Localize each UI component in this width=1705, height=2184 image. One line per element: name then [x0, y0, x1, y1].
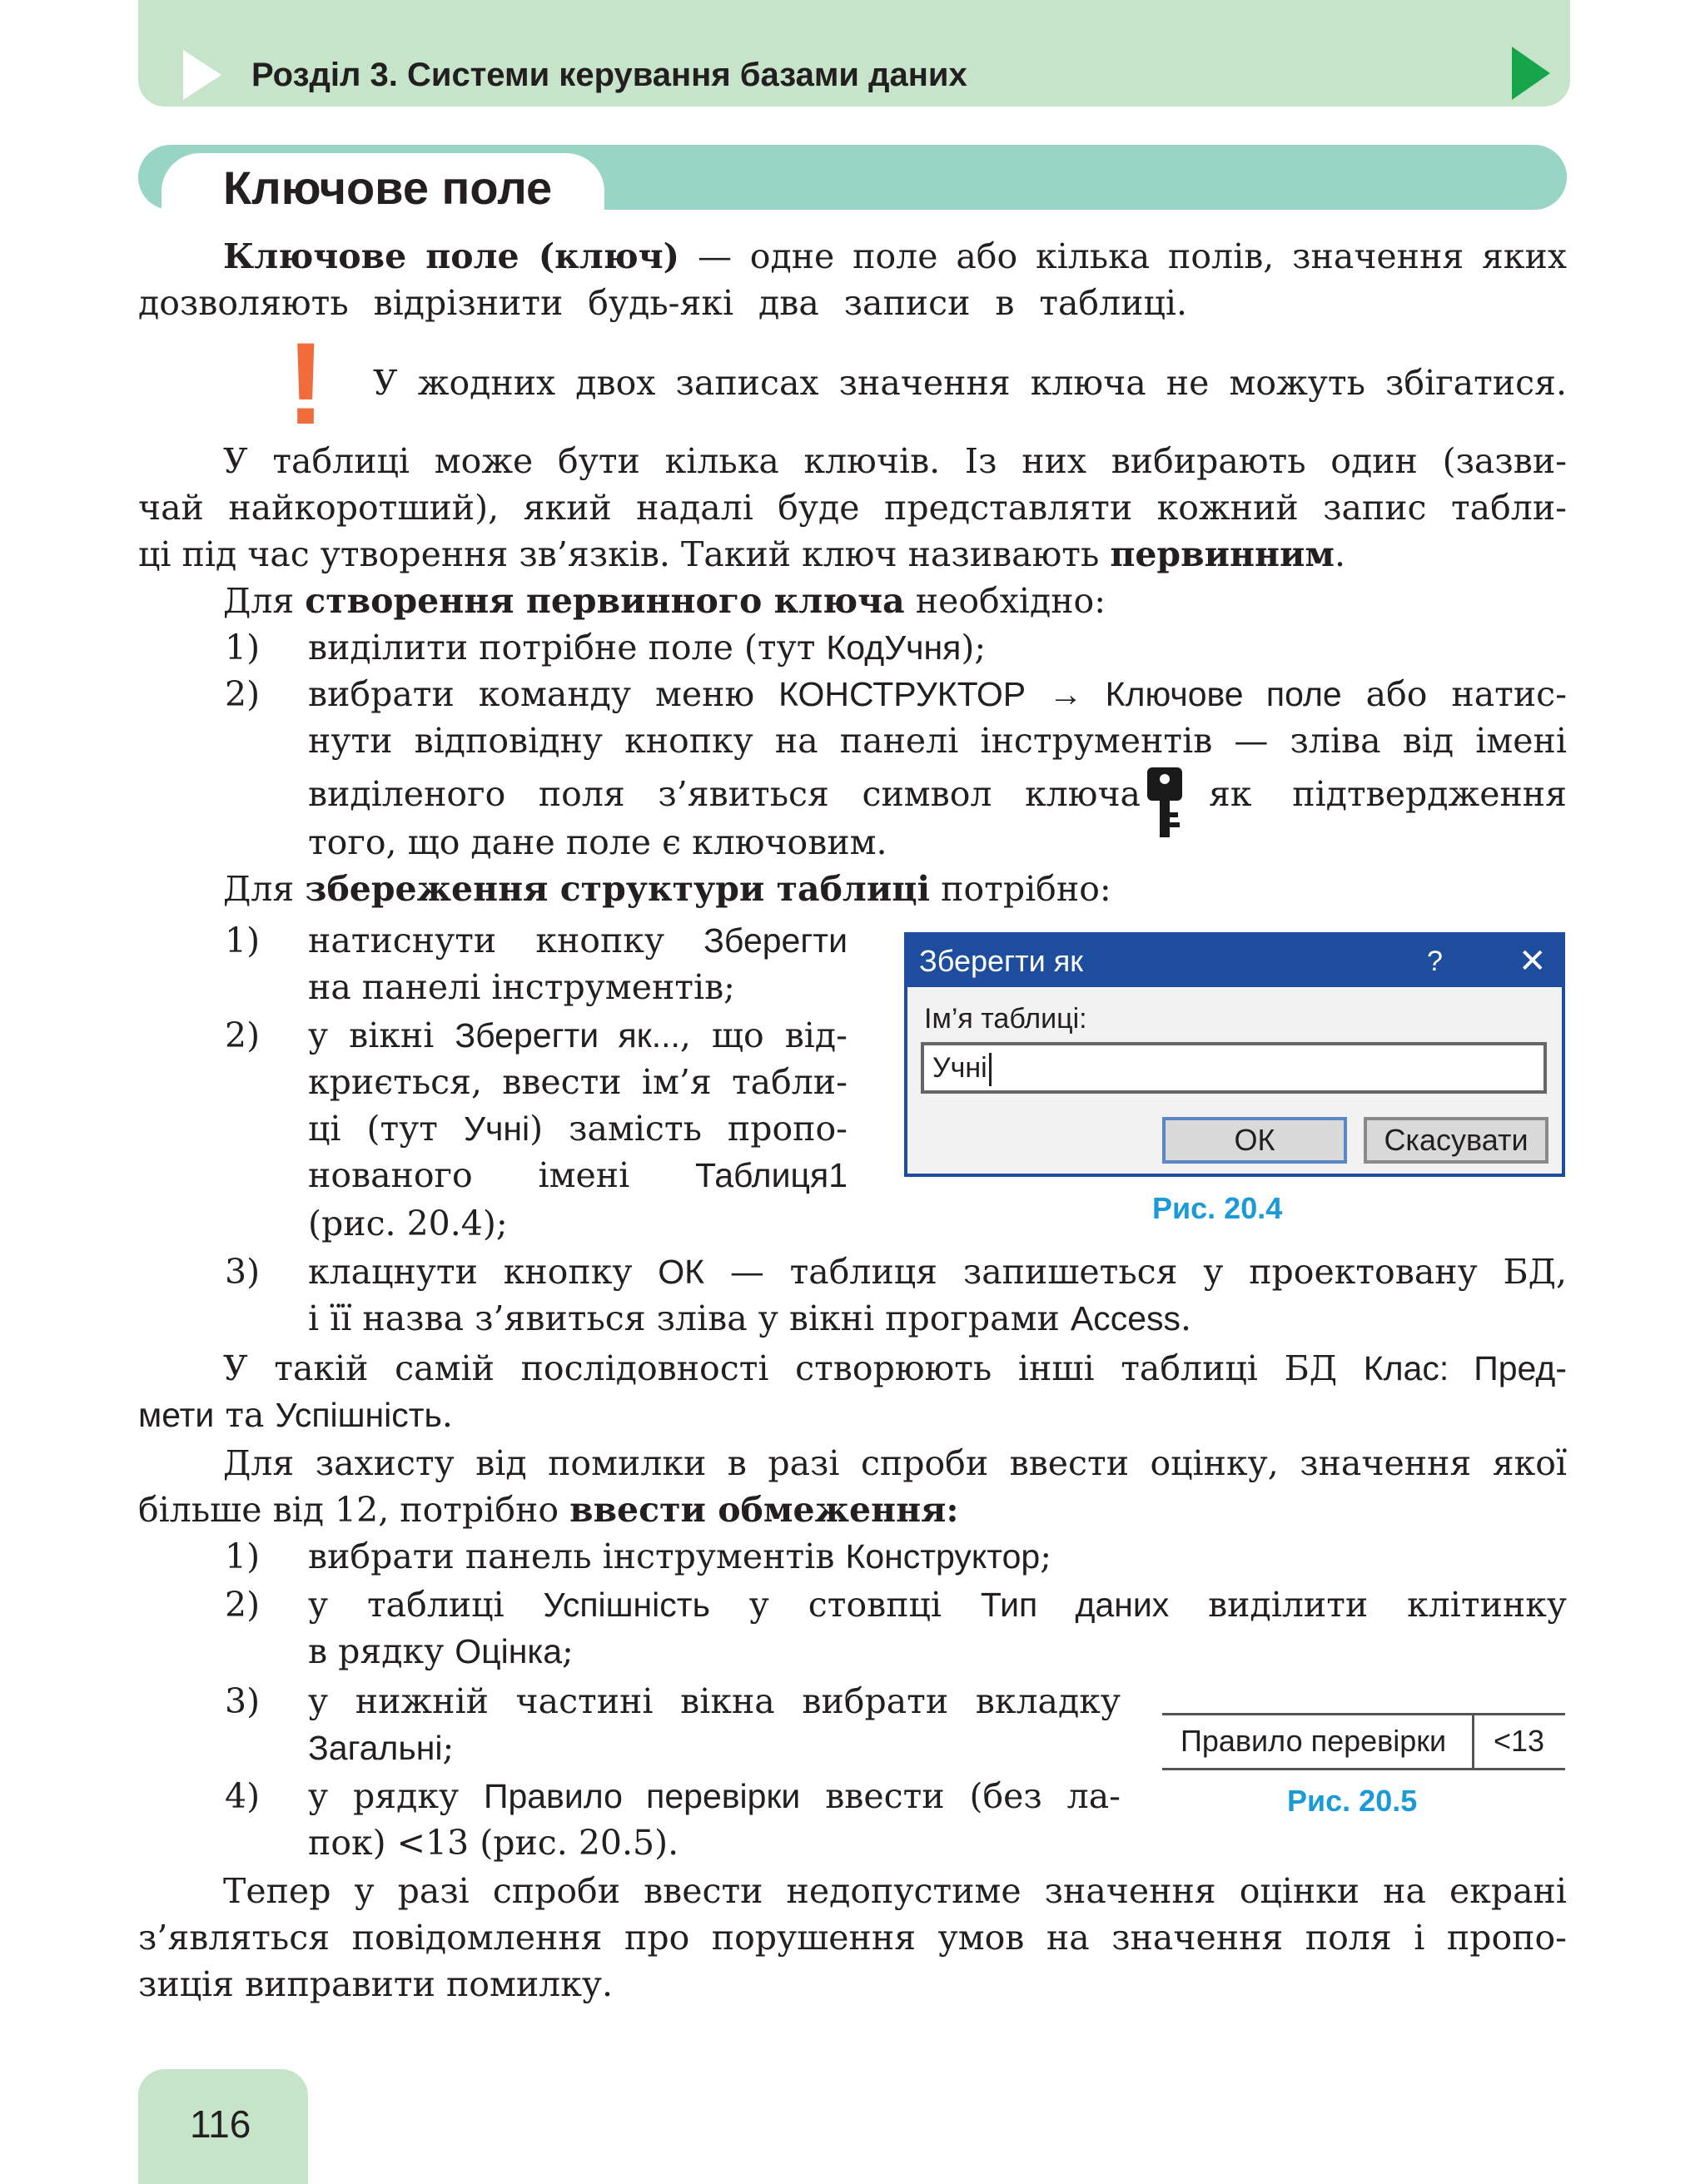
table-name-input[interactable]: Учні: [921, 1042, 1547, 1094]
figure-caption: Рис. 20.4: [1152, 1191, 1283, 1225]
list-number: 2): [225, 674, 261, 714]
list-number: 2): [225, 1585, 261, 1625]
protect-step-3-line-1: у нижній частині вікна вибрати вкладку: [308, 1681, 1121, 1721]
protect-step-3-line-2: Загальні;: [308, 1728, 455, 1768]
list-number: 1): [225, 1536, 261, 1576]
text-caret: [989, 1053, 992, 1086]
list-number: 1): [225, 628, 261, 668]
save-step-2-line-3: ці (тут Учні) замість пропо-: [308, 1109, 848, 1149]
primary-step-2-line-4: того, що дане поле є ключовим.: [308, 822, 887, 862]
dialog-title: Зберегти як: [919, 944, 1083, 978]
primary-step-2-line-3a: виділеного поля з’явиться символ ключа: [308, 774, 1141, 814]
table-border: [1162, 1713, 1565, 1715]
help-icon[interactable]: ?: [1427, 946, 1443, 977]
page-number: 116: [190, 2102, 251, 2146]
protect-line-1: Для захисту від помилки в разі спроби ввести оцінку, значення якої: [223, 1443, 1567, 1483]
keys-line-1: У таблиці може бути кілька ключів. Із них вибирають один (зазви-: [223, 441, 1567, 481]
final-line-2: з’являться повідомлення про порушення умов на значення поля і пропо-: [138, 1918, 1567, 1958]
definition-line-1: Ключове поле (ключ) — одне поле або кілька полів, значення яких: [223, 236, 1567, 276]
list-number: 3): [225, 1681, 261, 1721]
keys-line-3: ці під час утворення зв’язків. Такий ключ називають первинним.: [138, 534, 1346, 574]
save-step-2-line-1: у вікні Зберегти як..., що від-: [308, 1015, 848, 1055]
same-line-2: мети та Успішність.: [138, 1395, 453, 1435]
column-divider: [1472, 1713, 1474, 1770]
save-step-2-line-5: (рис. 20.4);: [308, 1204, 508, 1243]
cancel-button[interactable]: Скасувати: [1364, 1117, 1548, 1164]
protect-line-2: більше від 12, потрібно ввести обмеження:: [138, 1490, 959, 1530]
close-icon[interactable]: ✕: [1519, 943, 1547, 980]
save-step-2-line-2: криється, ввести ім’я табли-: [308, 1062, 848, 1102]
play-triangle-icon: [183, 50, 221, 100]
validation-rule-label: Правило перевірки: [1181, 1724, 1447, 1758]
save-as-dialog: [904, 932, 1565, 1177]
chapter-title: Розділ 3. Системи керування базами даних: [251, 57, 967, 93]
validation-rule-table: [1162, 1713, 1565, 1770]
list-number: 2): [225, 1015, 261, 1055]
list-number: 3): [225, 1252, 261, 1292]
key-icon: [1144, 766, 1186, 841]
definition-line-2: дозволяють відрізнити будь-які два записи в таблиці.: [138, 283, 1187, 323]
protect-step-4-line-2: пок) <13 (рис. 20.5).: [308, 1823, 679, 1863]
primary-step-2-line-1: вибрати команду меню КОНСТРУКТОР → Ключове поле або натис-: [308, 674, 1567, 714]
save-step-1-line-2: на панелі інструментів;: [308, 967, 735, 1007]
list-number: 1): [225, 921, 261, 960]
save-step-3-line-1: клацнути кнопку ОК — таблиця запишеться у проектовану БД,: [308, 1252, 1567, 1292]
note-text: У жодних двох записах значення ключа не можуть збігатися.: [373, 363, 1567, 403]
dialog-titlebar: [907, 936, 1562, 987]
primary-intro: Для створення первинного ключа необхідно:: [223, 581, 1106, 621]
primary-step-1: виділити потрібне поле (тут КодУчня);: [308, 628, 987, 668]
validation-rule-value[interactable]: <13: [1494, 1724, 1545, 1758]
save-intro: Для збереження структури таблиці потрібно:: [223, 869, 1111, 909]
save-step-1-line-1: натиснути кнопку Зберегти: [308, 921, 848, 960]
protect-step-2-line-2: в рядку Оцінка;: [308, 1631, 574, 1671]
final-line-3: зиція виправити помилку.: [138, 1964, 613, 2004]
list-number: 4): [225, 1776, 261, 1816]
primary-step-2-line-3b: як підтвердження: [1209, 774, 1567, 814]
figure-caption: Рис. 20.5: [1287, 1784, 1418, 1818]
keys-line-2: чай найкоротший), який надалі буде представляти кожний запис табли-: [138, 488, 1567, 528]
save-step-3-line-2: і її назва з’явиться зліва у вікні програми Access.: [308, 1298, 1192, 1338]
table-border: [1162, 1768, 1565, 1770]
definition-term: Ключове поле (ключ): [223, 236, 680, 276]
protect-step-4-line-1: у рядку Правило перевірки ввести (без ла-: [308, 1776, 1121, 1816]
final-line-1: Тепер у разі спроби ввести недопустиме значення оцінки на екрані: [223, 1871, 1567, 1911]
section-title: Ключове поле: [223, 161, 553, 214]
protect-step-2-line-1: у таблиці Успішність у стовпці Тип даних виділити клітинку: [308, 1585, 1567, 1625]
exclamation-icon: !: [286, 318, 326, 449]
primary-step-2-line-2: нути відповідну кнопку на панелі інструментів — зліва від імені: [308, 721, 1567, 761]
same-line-1: У такій самій послідовності створюють інші таблиці БД Клас: Пред-: [223, 1348, 1568, 1388]
next-arrow-icon: [1512, 47, 1550, 100]
table-name-label: Ім’я таблиці:: [924, 1003, 1087, 1035]
ok-button[interactable]: ОК: [1162, 1117, 1347, 1164]
protect-step-1: вибрати панель інструментів Конструктор;: [308, 1536, 1052, 1576]
save-step-2-line-4: нованого імені Таблиця1: [308, 1155, 848, 1195]
